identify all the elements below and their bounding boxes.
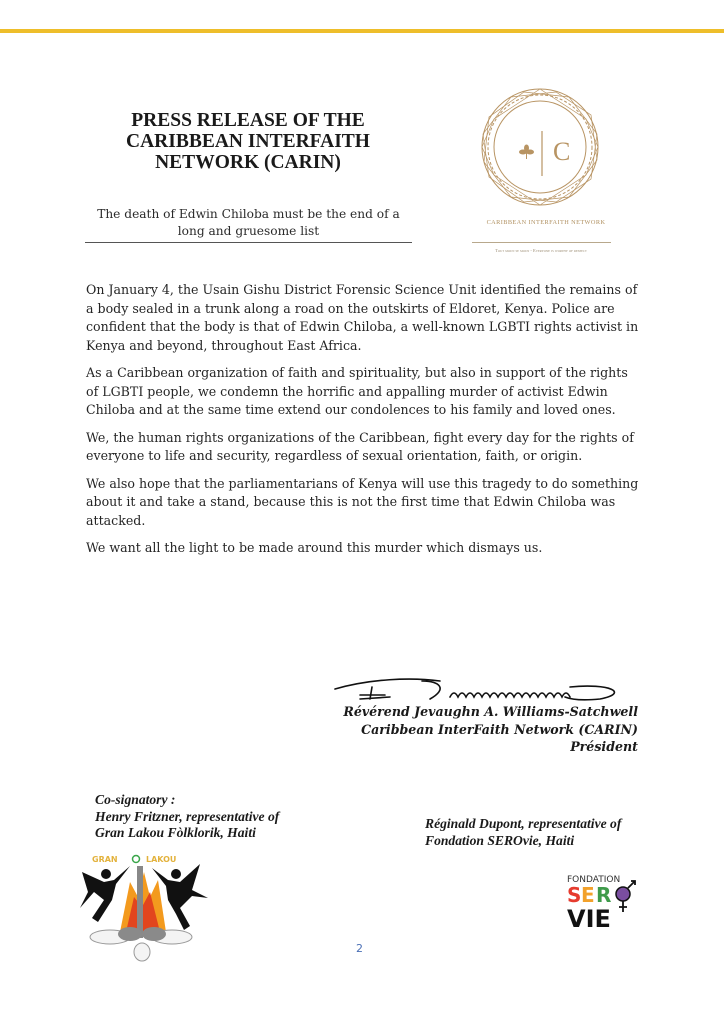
paragraph: We want all the light to be made around this murder which dismays us. [86, 540, 543, 555]
signatory-block [343, 703, 638, 756]
carin-wreath-logo-icon [476, 84, 636, 260]
logo-org-name: CARIBBEAN INTERFAITH NETWORK [486, 219, 606, 226]
signatory-organization: Caribbean InterFaith Network (CARIN) [361, 721, 638, 737]
fondation-serovie-logo-icon [565, 872, 640, 930]
logo-divider [472, 242, 611, 243]
paragraph: We also hope that the parliamentarians of Kenya will use this tragedy to do something about it and take a stand, because this is not the first time that Edwin Chiloba was attacked. [86, 475, 639, 528]
cosignatory-org: Gran Lakou Fòlklorik, Haiti [95, 825, 256, 840]
subtitle-line: long and gruesome list [177, 224, 320, 238]
svg-text:R: R [596, 883, 612, 907]
subtitle-line: The death of Edwin Chiloba must be the end of a [97, 207, 400, 221]
cosignatory-right [425, 815, 621, 849]
logo-tagline: Tout moun se moun - Everyone is worthy of respect [495, 248, 587, 253]
cosignatory-name: Henry Fritzner, representative of [95, 808, 280, 824]
svg-text:E: E [581, 883, 595, 907]
svg-text:LAKOU: LAKOU [146, 855, 177, 864]
cosignatory-label: Co-signatory : [95, 792, 176, 807]
subtitle [85, 206, 412, 240]
header-accent-rule [0, 29, 724, 33]
svg-text:C: C [553, 137, 571, 166]
paragraph: As a Caribbean organization of faith and spirituality, but also in support of the rights of LGBTI people, we condemn the horrific and appalling murder of activist Edwin Chiloba and at the same time extend our condolences to his family and loved ones. [86, 365, 628, 417]
page-title [90, 110, 406, 173]
handwritten-signature-icon [330, 675, 630, 703]
cosignatory-name: Réginald Dupont, representative of [425, 816, 622, 831]
signatory-name: Révérend Jevaughn A. Williams-Satchwell [343, 704, 638, 719]
title-line: PRESS RELEASE OF THE [131, 110, 365, 131]
svg-text:FONDATION: FONDATION [567, 875, 621, 885]
svg-text:S: S [567, 883, 582, 907]
signatory-role: Président [570, 739, 638, 754]
cosignatory-left [95, 792, 279, 842]
subtitle-divider [85, 242, 412, 243]
svg-text:GRAN: GRAN [92, 855, 118, 864]
cosignatory-org: Fondation SEROvie, Haiti [425, 833, 575, 848]
title-line: NETWORK (CARIN) [155, 152, 341, 173]
press-release-body [86, 281, 644, 567]
title-line: CARIBBEAN INTERFAITH [126, 131, 370, 152]
svg-text:VIE: VIE [567, 905, 611, 930]
paragraph: On January 4, the Usain Gishu District Forensic Science Unit identified the remains of a body sealed in a trunk along a road on the outskirts of Eldoret, Kenya. Police are confident that the body is that of Edwin Chiloba, a well-known LGBTI rights activist in Kenya and beyond, throughout East Africa. [86, 282, 639, 353]
page-number: 2 [356, 942, 363, 955]
paragraph: We, the human rights organizations of the Caribbean, fight every day for the rights of everyone to life and security, regardless of sexual orientation, faith, or origin. [86, 429, 634, 463]
gran-lakou-logo-icon [80, 852, 210, 962]
